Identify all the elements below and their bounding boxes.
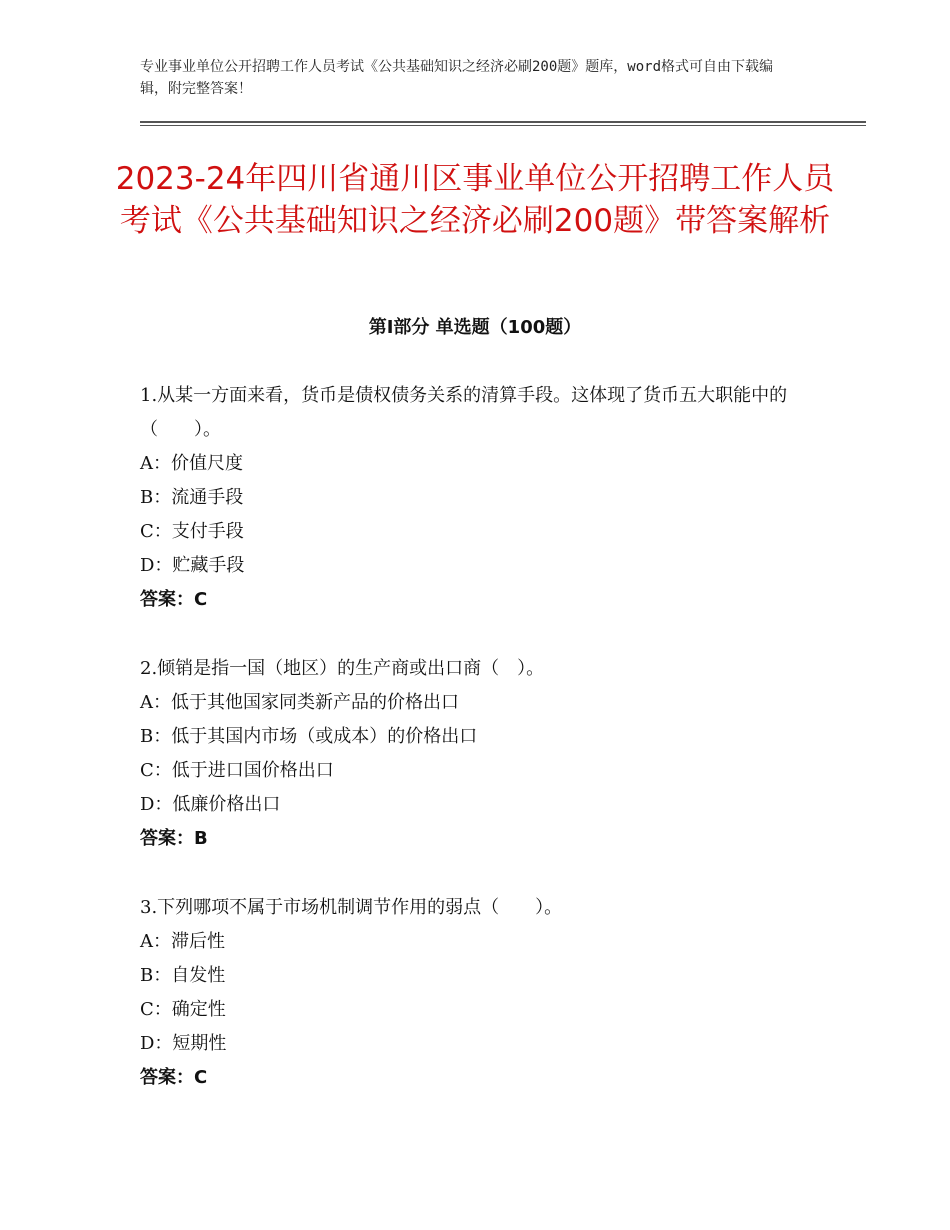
question-stem: 2.倾销是指一国（地区）的生产商或出口商（ ）。	[140, 658, 545, 679]
option-c: C：确定性	[140, 999, 226, 1020]
answer: 答案：C	[140, 589, 208, 610]
question-1	[140, 379, 820, 617]
option-c: C：低于进口国价格出口	[140, 760, 334, 781]
option-b: B：低于其国内市场（或成本）的价格出口	[140, 726, 478, 747]
option-a: A：滞后性	[140, 931, 225, 952]
question-2	[140, 652, 820, 856]
document-title: 2023-24年四川省通川区事业单位公开招聘工作人员考试《公共基础知识之经济必刷200题》带答案解析	[115, 161, 835, 239]
question-stem: 3.下列哪项不属于市场机制调节作用的弱点（ ）。	[140, 897, 563, 918]
option-a: A：价值尺度	[140, 453, 243, 474]
header-rule-thin	[140, 125, 866, 126]
option-d: D：贮藏手段	[140, 555, 245, 576]
header-rule	[140, 121, 866, 123]
option-c: C：支付手段	[140, 521, 244, 542]
option-a: A：低于其他国家同类新产品的价格出口	[140, 692, 459, 713]
question-3	[140, 891, 820, 1095]
header-note: 专业事业单位公开招聘工作人员考试《公共基础知识之经济必刷200题》题库，word格式可自由下载编辑，附完整答案！	[140, 59, 773, 97]
question-stem: 1.从某一方面来看，货币是债权债务关系的清算手段。这体现了货币五大职能中的（ ）。	[140, 385, 788, 440]
option-b: B：流通手段	[140, 487, 244, 508]
answer: 答案：B	[140, 828, 208, 849]
option-b: B：自发性	[140, 965, 226, 986]
option-d: D：低廉价格出口	[140, 794, 281, 815]
answer: 答案：C	[140, 1067, 208, 1088]
option-d: D：短期性	[140, 1033, 227, 1054]
section-title: 第Ⅰ部分 单选题（100题）	[368, 317, 582, 338]
